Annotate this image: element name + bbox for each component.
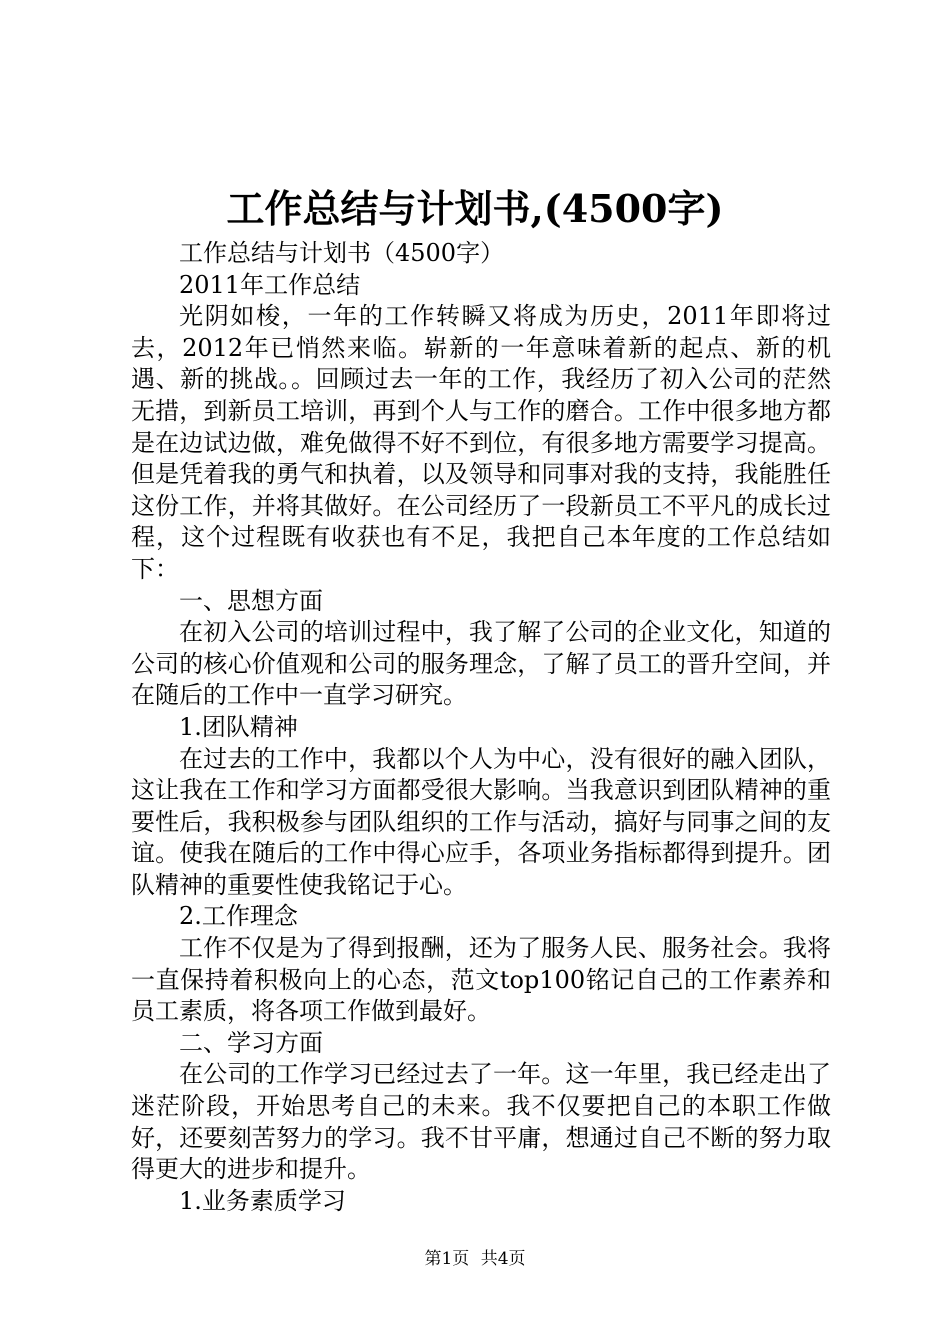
page-footer: [0, 1244, 950, 1269]
page-total: 共4页: [480, 1249, 526, 1269]
paragraph-work-concept: 工作不仅是为了得到报酬，还为了服务人民、服务社会。我将一直保持着积极向上的心态，范文top100铭记自己的工作素养和员工素质，将各项工作做到最好。: [131, 934, 831, 1026]
section-heading-thought: 一、思想方面: [179, 586, 323, 615]
subheading-business-study: 1.业务素质学习: [179, 1186, 346, 1215]
paragraph-study: 在公司的工作学习已经过去了一年。这一年里，我已经走出了迷茫阶段，开始思考自己的未来。我不仅要把自己的本职工作做好，还要刻苦努力的学习。我不甘平庸，想通过自己不断的努力取得更大的进步和提升。: [131, 1060, 831, 1184]
section-heading-study: 二、学习方面: [179, 1028, 323, 1057]
page-number: 第1页: [424, 1249, 470, 1269]
subheading-work-concept: 2.工作理念: [179, 902, 298, 931]
subheading-team-spirit: 1.团队精神: [179, 712, 298, 741]
paragraph-intro: 光阴如梭，一年的工作转瞬又将成为历史，2011年即将过去，2012年已悄然来临。崭新的一年意味着新的起点、新的机遇、新的挑战。。回顾过去一年的工作，我经历了初入公司的茫然无措，到新员工培训，再到个人与工作的磨合。工作中很多地方都是在边试边做，难免做得不好不到位，有很多地方需要学习提高。但是凭着我的勇气和执着，以及领导和同事对我的支持，我能胜任这份工作，并将其做好。在公司经历了一段新员工不平凡的成长过程，这个过程既有收获也有不足，我把自己本年度的工作总结如下：: [131, 302, 831, 583]
paragraph-subtitle: 工作总结与计划书（4500字）: [179, 239, 505, 267]
document-body: [131, 238, 831, 1217]
paragraph-thought: 在初入公司的培训过程中，我了解了公司的企业文化，知道的公司的核心价值观和公司的服务理念，了解了员工的晋升空间，并在随后的工作中一直学习研究。: [131, 618, 831, 710]
paragraph-team-spirit: 在过去的工作中，我都以个人为中心，没有很好的融入团队，这让我在工作和学习方面都受很大影响。当我意识到团队精神的重要性后，我积极参与团队组织的工作与活动，搞好与同事之间的友谊。使我在随后的工作中得心应手，各项业务指标都得到提升。团队精神的重要性使我铭记于心。: [131, 744, 831, 899]
document-title: 工作总结与计划书,(4500字): [226, 186, 724, 231]
paragraph-heading-2011: 2011年工作总结: [179, 270, 361, 299]
